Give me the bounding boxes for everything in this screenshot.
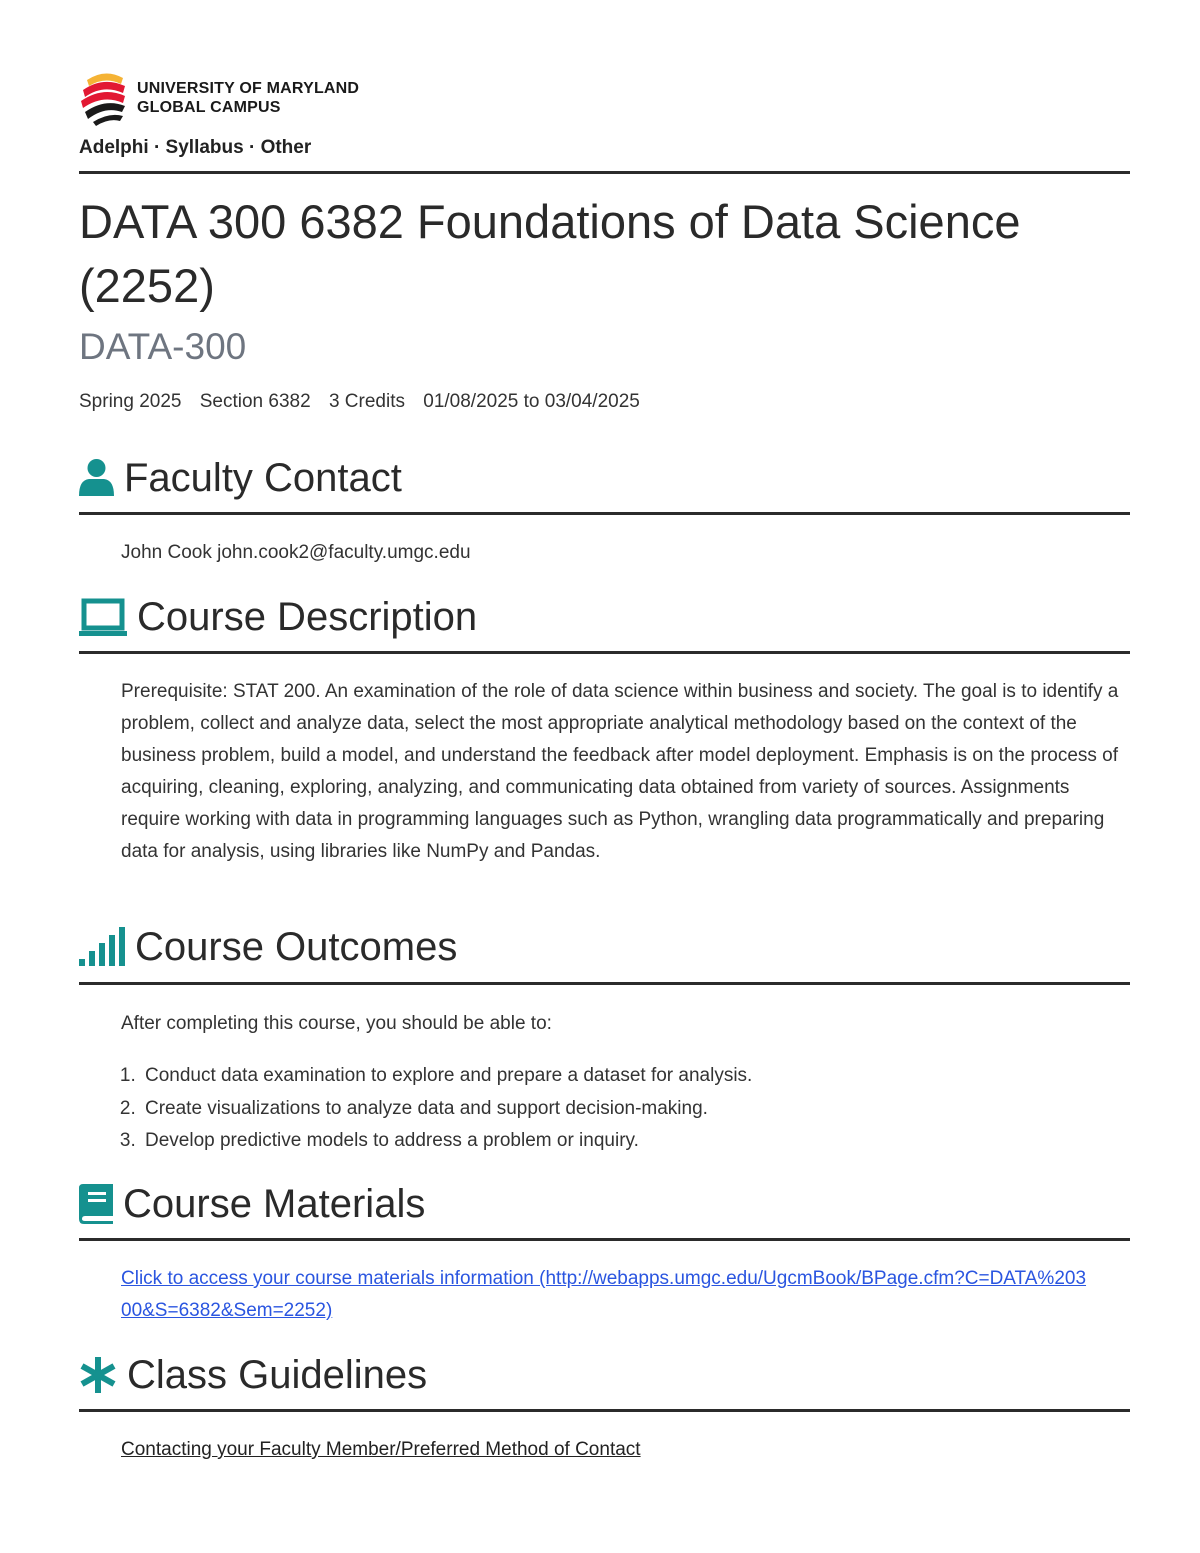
guidelines-divider (79, 1409, 1130, 1412)
header-divider (79, 171, 1130, 174)
course-description-text: Prerequisite: STAT 200. An examination of the role of data science within business and society. The goal is to identify a problem, collect and analyze data, select the most appropriate analytical methodology based on the context of the business problem, build a model, and understand the feedback after model deployment. Emphasis is on the process of acquiring, cleaning, exploring, analyzing, and communicating data obtained from variety of sources. Assignments require working with data in programming languages such as Python, wrangling data programmatically and preparing data for analysis, using libraries like NumPy and Pandas. (121, 681, 1119, 862)
signal-bars-icon (79, 927, 125, 967)
contact-method-link[interactable]: Contacting your Faculty Member/Preferred Method of Contact (121, 1439, 641, 1460)
outcomes-intro: After completing this course, you should be able to: (121, 1013, 552, 1034)
course-materials-title: Course Materials (123, 1181, 426, 1226)
course-materials-paragraph (121, 1263, 1091, 1327)
outcome-item: 2. Create visualizations to analyze data and support decision-making. (141, 1093, 1101, 1126)
class-guidelines-title: Class Guidelines (127, 1352, 428, 1397)
umgc-logo (79, 70, 359, 126)
class-guidelines-heading (79, 1350, 427, 1400)
meta-term: Spring 2025 (79, 391, 182, 412)
course-description-heading (79, 592, 477, 642)
outcome-item: 3. Develop predictive models to address a problem or inquiry. (141, 1125, 1101, 1158)
course-outcomes-heading (79, 922, 457, 972)
person-icon (79, 458, 114, 498)
outcomes-divider (79, 982, 1130, 985)
meta-dates: 01/08/2025 to 03/04/2025 (423, 391, 640, 412)
description-divider (79, 651, 1130, 654)
umgc-logo-mark-icon (79, 70, 127, 126)
faculty-contact-heading (79, 453, 402, 503)
breadcrumb: Adelphi · Syllabus · Other (79, 137, 312, 158)
outcome-item: 1. Conduct data examination to explore and prepare a dataset for analysis. (141, 1060, 1101, 1093)
book-icon (79, 1184, 113, 1224)
course-description-title: Course Description (137, 594, 478, 639)
meta-credits: 3 Credits (328, 391, 405, 412)
materials-divider (79, 1238, 1130, 1241)
faculty-contact-text: John Cook john.cook2@faculty.umgc.edu (121, 542, 471, 563)
logo-line-2: GLOBAL CAMPUS (137, 99, 281, 116)
logo-line-1: UNIVERSITY OF MARYLAND (137, 80, 360, 97)
meta-section: Section 6382 (199, 391, 311, 412)
course-code: DATA-300 (79, 326, 247, 367)
class-guidelines-paragraph (121, 1434, 1121, 1466)
outcomes-list (141, 1060, 1101, 1158)
course-meta (79, 391, 653, 413)
course-materials-heading (79, 1179, 425, 1229)
course-materials-link[interactable]: Click to access your course materials information (http://webapps.umgc.edu/UgcmBook/BPage.cfm?C=DATA%20300&S=6382&Sem=2252) (121, 1268, 1087, 1321)
faculty-divider (79, 512, 1130, 515)
faculty-contact-title: Faculty Contact (124, 455, 402, 500)
laptop-icon (79, 597, 127, 637)
asterisk-icon (79, 1355, 117, 1395)
page-title: DATA 300 6382 Foundations of Data Science (2252) (79, 195, 1021, 312)
course-outcomes-title: Course Outcomes (135, 924, 458, 969)
